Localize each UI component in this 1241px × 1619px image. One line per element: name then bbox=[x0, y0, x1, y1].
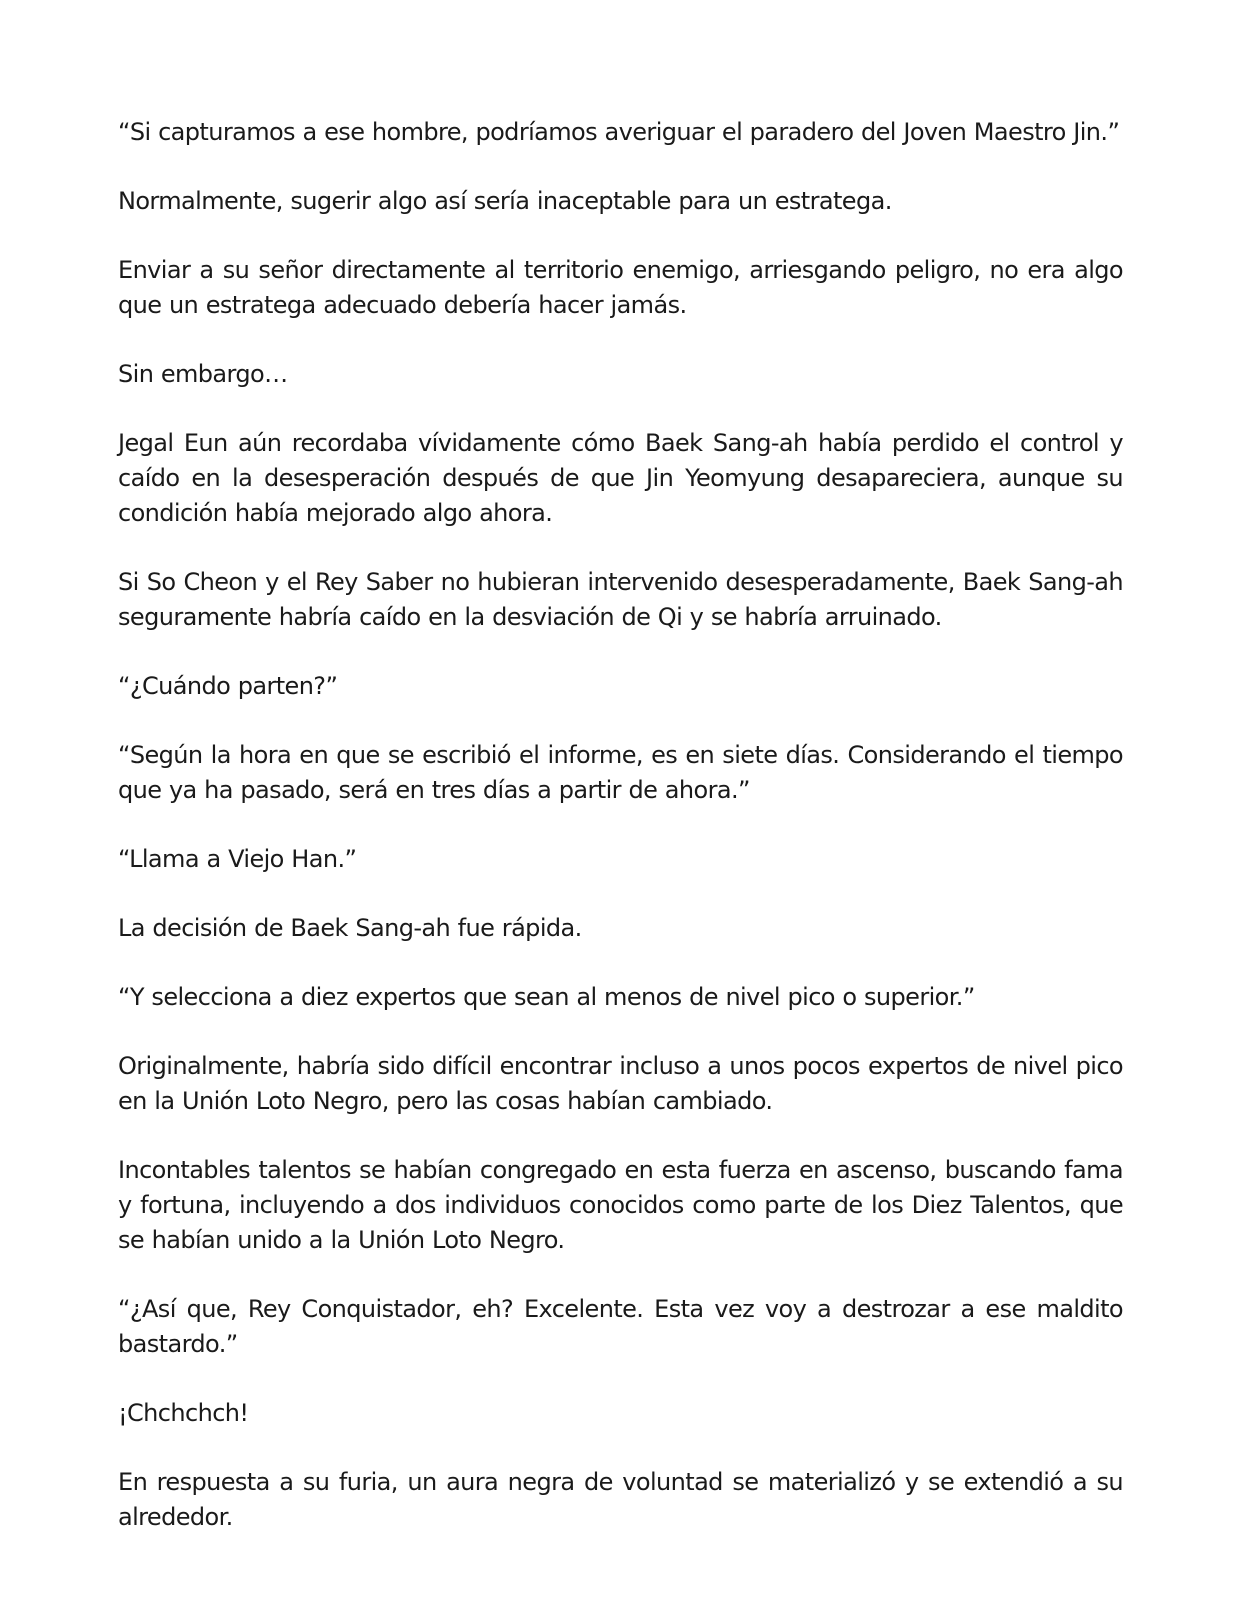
paragraph: “Según la hora en que se escribió el informe, es en siete días. Considerando el tiempo que ya ha pasado, será en tres días a partir de ahora.” bbox=[118, 741, 1123, 804]
paragraph: “Si capturamos a ese hombre, podríamos averiguar el paradero del Joven Maestro Jin.” bbox=[118, 118, 1120, 146]
paragraph: Incontables talentos se habían congregado en esta fuerza en ascenso, buscando fama y fortuna, incluyendo a dos individuos conocidos como parte de los Diez Talentos, que se habían unido a la Unión Loto Negro. bbox=[118, 1156, 1123, 1254]
paragraph: Enviar a su señor directamente al territorio enemigo, arriesgando peligro, no era algo que un estratega adecuado debería hacer jamás. bbox=[118, 256, 1123, 319]
paragraph: En respuesta a su furia, un aura negra de voluntad se materializó y se extendió a su alrededor. bbox=[118, 1468, 1123, 1531]
paragraph: Sin embargo… bbox=[118, 360, 288, 388]
paragraph: Normalmente, sugerir algo así sería inaceptable para un estratega. bbox=[118, 187, 892, 215]
paragraph: Originalmente, habría sido difícil encontrar incluso a unos pocos expertos de nivel pico en la Unión Loto Negro, pero las cosas habían cambiado. bbox=[118, 1052, 1123, 1115]
paragraph: “Y selecciona a diez expertos que sean al menos de nivel pico o superior.” bbox=[118, 983, 975, 1011]
paragraph: “¿Así que, Rey Conquistador, eh? Excelente. Esta vez voy a destrozar a ese maldito bastardo.” bbox=[118, 1295, 1123, 1358]
paragraph: ¡Chchchch! bbox=[118, 1399, 249, 1427]
paragraph: “¿Cuándo parten?” bbox=[118, 672, 338, 700]
paragraph: La decisión de Baek Sang-ah fue rápida. bbox=[118, 914, 582, 942]
paragraph: “Llama a Viejo Han.” bbox=[118, 845, 357, 873]
paragraph: Jegal Eun aún recordaba vívidamente cómo Baek Sang-ah había perdido el control y caído en la desesperación después de que Jin Yeomyung desapareciera, aunque su condición había mejorado algo ahora. bbox=[118, 429, 1123, 527]
paragraph: Si So Cheon y el Rey Saber no hubieran intervenido desesperadamente, Baek Sang-ah seguramente habría caído en la desviación de Qi y se habría arruinado. bbox=[118, 568, 1123, 631]
